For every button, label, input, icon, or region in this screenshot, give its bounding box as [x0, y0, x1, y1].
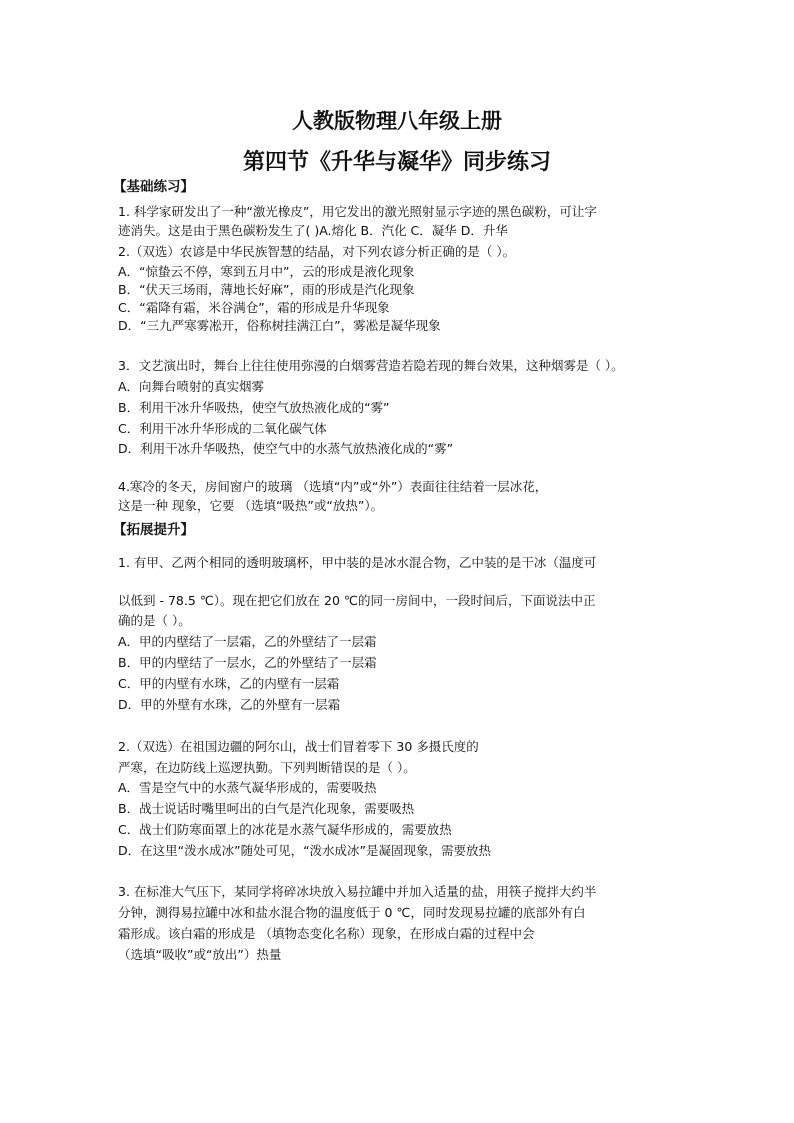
extend-q1-option-b: B．甲的内壁结了一层水，乙的外壁结了一层霜: [118, 655, 377, 670]
extend-q3-line2: 分钟，测得易拉罐中冰和盐水混合物的温度低于 0 ℃，同时发现易拉罐的底部外有白: [118, 905, 586, 920]
extend-q3-line4: （选填“吸收”或“放出”）热量: [118, 947, 282, 962]
basic-q1-line1: 1. 科学家研发出了一种“激光橡皮”，用它发出的激光照射显示字迹的黑色碳粉，可让字: [118, 204, 597, 219]
extend-q2-line1: 2.（双选）在祖国边疆的阿尔山，战士们冒着零下 30 多摄氏度的: [118, 739, 479, 754]
extend-q2-option-b: B．战士说话时嘴里呵出的白气是汽化现象，需要吸热: [118, 801, 415, 816]
extend-q1-option-a: A．甲的内壁结了一层霜，乙的外壁结了一层霜: [118, 634, 377, 649]
extend-q3-line1: 3. 在标准大气压下，某同学将碎冰块放入易拉罐中并加入适量的盐，用筷子搅拌大约半: [118, 884, 597, 899]
basic-q2-option-b: B．“伏天三场雨，薄地长好麻”，雨的形成是汽化现象: [118, 282, 415, 297]
basic-heading: 【基础练习】: [113, 179, 194, 195]
extend-q1-option-d: D．甲的外壁有水珠，乙的外壁有一层霜: [118, 697, 341, 712]
basic-q2-option-d: D．“三九严寒雾凇开，俗称树挂满江白”，雾凇是凝华现象: [118, 318, 441, 333]
basic-q4-line2: 这是一种 现象，它要 （选填“吸热”或“放热”）。: [118, 498, 384, 513]
section-title: 第四节《升华与凝华》同步练习: [242, 149, 551, 175]
extend-q1-line1: 1. 有甲、乙两个相同的透明玻璃杯，甲中装的是冰水混合物，乙中装的是干冰（温度可: [118, 555, 597, 570]
basic-q4-line1: 4.寒冷的冬天，房间窗户的玻璃 （选填“内”或“外”）表面往往结着一层冰花，: [118, 479, 548, 494]
extend-q2-line2: 严寒，在边防线上巡逻执勤。下列判断错误的是（ ）。: [118, 760, 416, 775]
basic-q1-line2: 迹消失。这是由于黑色碳粉发生了( )A.熔化 B．汽化 C．凝华 D．升华: [118, 223, 508, 238]
extend-heading: 【拓展提升】: [113, 522, 194, 538]
basic-q2-option-c: C．“霜降有霜，米谷满仓”，霜的形成是升华现象: [118, 300, 390, 315]
basic-q3-stem: 3．文艺演出时，舞台上往往使用弥漫的白烟雾营造若隐若现的舞台效果，这种烟雾是（ ）。: [118, 358, 624, 373]
extend-q3-line3: 霜形成。该白霜的形成是 （填物态变化名称）现象，在形成白霜的过程中会: [118, 926, 535, 941]
extend-q1-option-c: C．甲的内壁有水珠，乙的内壁有一层霜: [118, 676, 340, 691]
extend-q2-option-c: C．战士们防寒面罩上的冰花是水蒸气凝华形成的，需要放热: [118, 822, 452, 837]
basic-q3-option-c: C．利用干冰升华形成的二氧化碳气体: [118, 421, 327, 436]
extend-q2-option-d: D．在这里“泼水成冰”随处可见，“泼水成冰”是凝固现象，需要放热: [118, 843, 492, 858]
page-title: 人教版物理八年级上册: [292, 108, 502, 133]
basic-q2-option-a: A．“惊蛰云不停，寒到五月中”，云的形成是液化现象: [118, 264, 415, 279]
extend-q1-line2: 以低到 - 78.5 ℃）。现在把它们放在 20 ℃的同一房间中，一段时间后，下面说法中正: [118, 593, 596, 608]
basic-q3-option-d: D．利用干冰升华吸热，使空气中的水蒸气放热液化成的“雾”: [118, 441, 454, 456]
basic-q3-option-a: A．向舞台喷射的真实烟雾: [118, 379, 265, 394]
extend-q1-line3: 确的是（ ）。: [118, 613, 191, 628]
extend-q2-option-a: A．雪是空气中的水蒸气凝华形成的，需要吸热: [118, 780, 377, 795]
basic-q3-option-b: B．利用干冰升华吸热，使空气放热液化成的“雾”: [118, 400, 390, 415]
basic-q2-stem: 2.（双选）农谚是中华民族智慧的结晶，对下列农谚分析正确的是（ ）。: [118, 244, 516, 259]
